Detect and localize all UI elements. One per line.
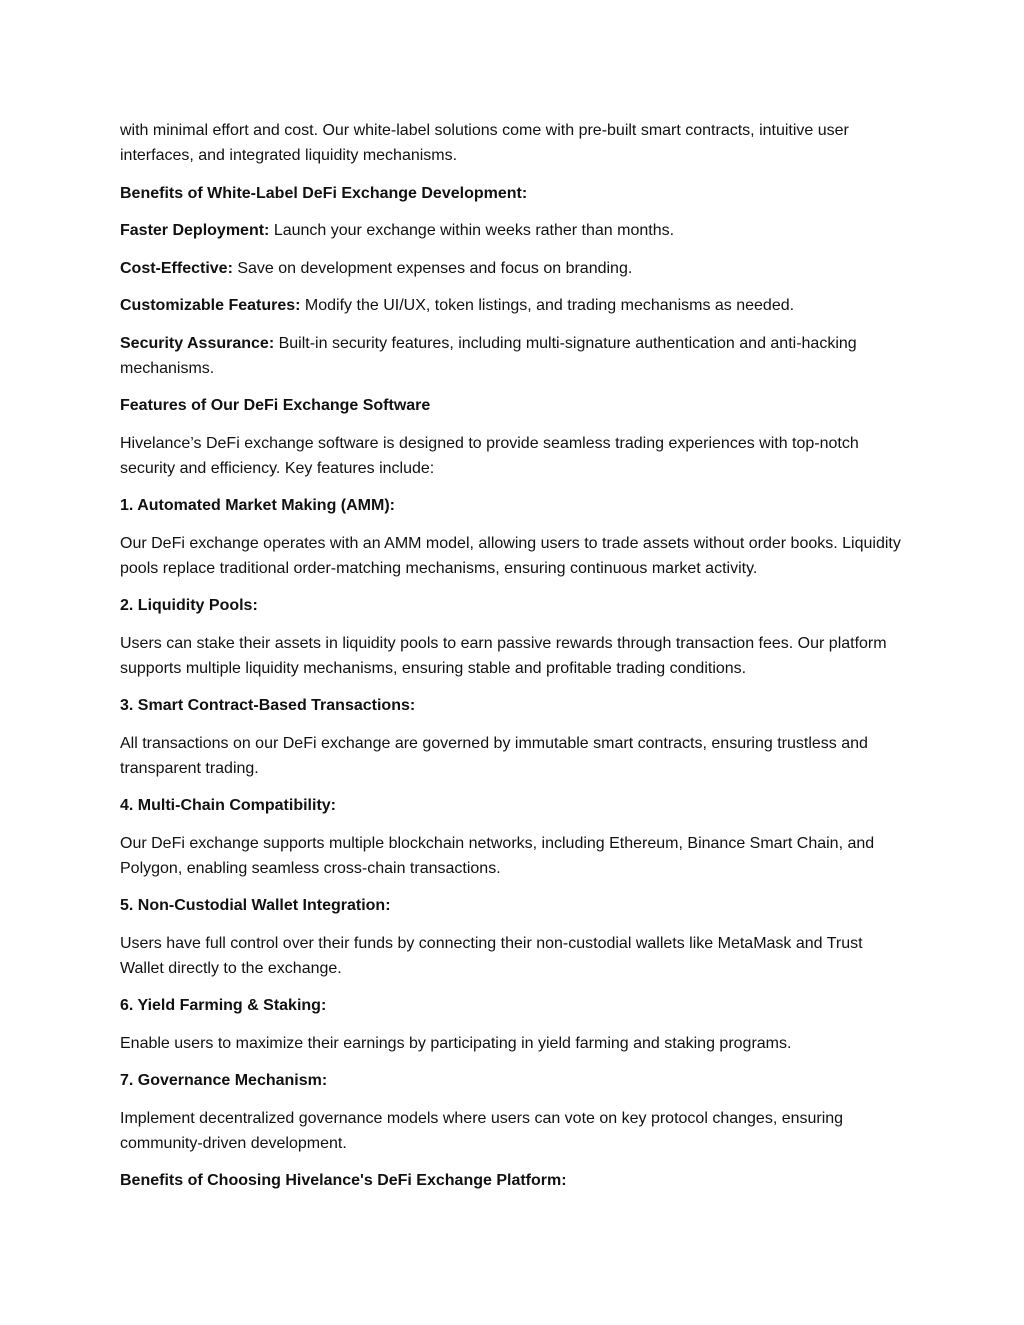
feature-body: Enable users to maximize their earnings by participating in yield farming and staking programs. [120,1034,792,1052]
feature-body: Implement decentralized governance models where users can vote on key protocol changes, ensuring community-driven development. [120,1109,844,1152]
benefit-item [120,293,910,318]
benefit-text: Modify the UI/UX, token listings, and trading mechanisms as needed. [300,297,795,314]
benefit-text: Launch your exchange within weeks rather than months. [269,222,675,239]
benefit-text: Save on development expenses and focus on branding. [232,259,633,277]
feature-body: Our DeFi exchange operates with an AMM model, allowing users to trade assets without order books. Liquidity pools replace traditional order-matching mechanisms, ensuring continuous market activity. [120,534,901,577]
benefit-text: Built-in security features, including multi-signature authentication and anti-hacking mechanisms. [120,334,857,377]
document-page [120,118,910,1206]
feature-body: Users can stake their assets in liquidity pools to earn passive rewards through transaction fees. Our platform supports multiple liquidity mechanisms, ensuring stable and profitable trading conditions. [120,634,887,677]
feature-title: 7. Governance Mechanism: [120,1072,328,1089]
features-intro: Hivelance’s DeFi exchange software is designed to provide seamless trading experiences with top-notch security and efficiency. Key features include: [120,434,859,477]
feature-title: 6. Yield Farming & Staking: [120,997,327,1014]
benefit-item [120,256,910,281]
benefit-item [120,331,910,381]
benefit-label: Cost-Effective: [120,259,233,277]
feature-body: Our DeFi exchange supports multiple blockchain networks, including Ethereum, Binance Smart Chain, and Polygon, enabling seamless cross-chain transactions. [120,834,875,877]
feature-body: Users have full control over their funds by connecting their non-custodial wallets like MetaMask and Trust Wallet directly to the exchange. [120,934,863,977]
benefit-label: Faster Deployment: [120,222,270,239]
feature-title: 4. Multi-Chain Compatibility: [120,797,336,814]
benefit-item [120,218,910,243]
feature-title: 3. Smart Contract-Based Transactions: [120,697,416,714]
closing-heading: Benefits of Choosing Hivelance's DeFi Exchange Platform: [120,1172,567,1189]
feature-title: 2. Liquidity Pools: [120,597,258,614]
feature-title: 5. Non-Custodial Wallet Integration: [120,897,391,914]
benefit-label: Customizable Features: [120,297,301,314]
feature-body: All transactions on our DeFi exchange are governed by immutable smart contracts, ensuring trustless and transparent trading. [120,734,868,777]
benefits-heading: Benefits of White-Label DeFi Exchange Development: [120,184,528,202]
features-heading: Features of Our DeFi Exchange Software [120,397,431,414]
benefit-label: Security Assurance: [120,334,275,352]
intro-paragraph: with minimal effort and cost. Our white-label solutions come with pre-built smart contracts, intuitive user interfaces, and integrated liquidity mechanisms. [120,122,849,164]
feature-title: 1. Automated Market Making (AMM): [120,497,395,514]
